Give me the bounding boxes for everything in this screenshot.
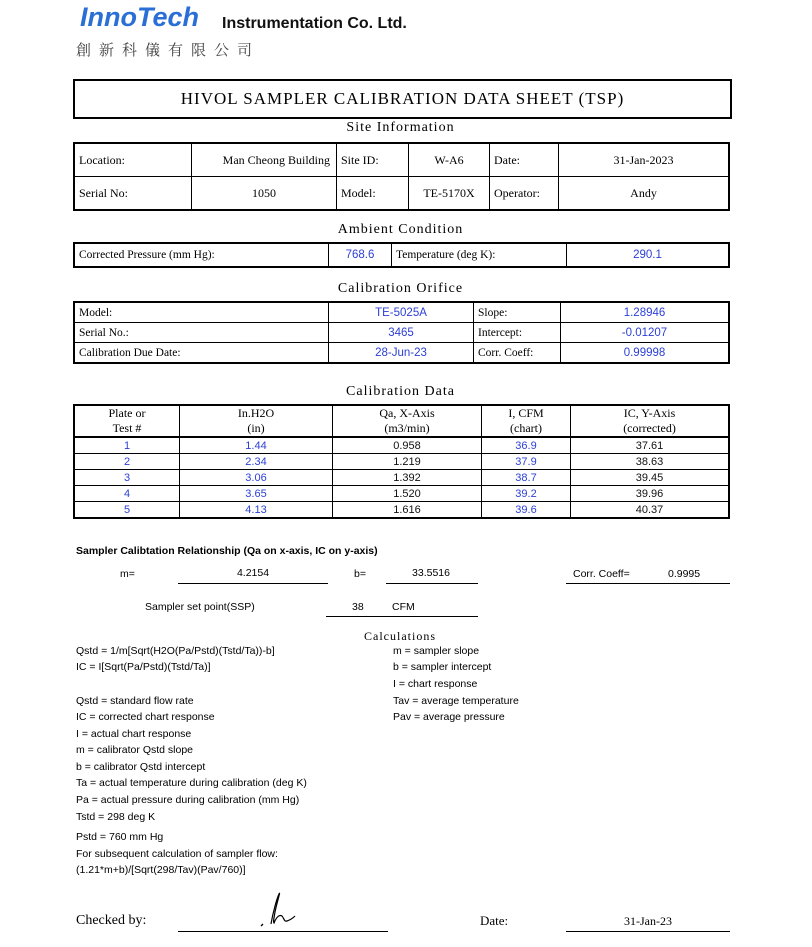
plate-cell: 2: [74, 454, 180, 470]
orifice-model-value: TE-5025A: [329, 302, 474, 323]
def-pstd: Pstd = 760 mm Hg: [76, 831, 164, 843]
site-information-table: [73, 142, 730, 211]
table-row: [74, 502, 729, 519]
ssp-value: 38: [352, 601, 364, 613]
footer-date-label: Date:: [480, 913, 509, 928]
m-label: m=: [120, 568, 135, 580]
ssp-unit: CFM: [392, 601, 415, 613]
corr-coeff-value: 0.99998: [561, 343, 730, 364]
def-qstd: Qstd = standard flow rate: [76, 695, 194, 707]
date-value: 31-Jan-2023: [559, 143, 730, 177]
ic-cell: 40.37: [571, 502, 730, 519]
col-header-i: I, CFM: [482, 405, 571, 421]
def-ta: Ta = actual temperature during calibration (deg K): [76, 777, 307, 789]
due-date-label: Calibration Due Date:: [74, 343, 329, 364]
company-chinese-name: 創新科儀有限公司: [76, 41, 261, 59]
b-label: b=: [354, 568, 366, 580]
inh2o-cell: 1.44: [180, 437, 333, 454]
col-subheader-in: (in): [180, 421, 333, 437]
inh2o-cell: 2.34: [180, 454, 333, 470]
document-title: HIVOL SAMPLER CALIBRATION DATA SHEET (TSP): [180, 89, 625, 108]
subsequent-note: For subsequent calculation of sampler flow:: [76, 848, 278, 860]
col-header-plate: Plate or: [74, 405, 180, 421]
ssp-label: Sampler set point(SSP): [145, 601, 255, 613]
operator-label: Operator:: [490, 177, 559, 211]
calibration-orifice-title: Calibration Orifice: [337, 281, 464, 296]
location-label: Location:: [74, 143, 192, 177]
qa-cell: 1.219: [333, 454, 482, 470]
plate-cell: 5: [74, 502, 180, 519]
site-information-title: Site Information: [346, 120, 455, 135]
i-cell: 39.2: [482, 486, 571, 502]
checked-by-underline: [178, 931, 388, 932]
inh2o-cell: 3.06: [180, 470, 333, 486]
inh2o-cell: 4.13: [180, 502, 333, 519]
b-value: 33.5516: [412, 567, 450, 579]
def-b: b = calibrator Qstd intercept: [76, 761, 206, 773]
col-header-inh2o: In.H2O: [180, 405, 333, 421]
relationship-title: Sampler Calibtation Relationship (Qa on x-axis, IC on y-axis): [76, 545, 378, 557]
def-m: m = calibrator Qstd slope: [76, 744, 194, 756]
table-row: [74, 470, 729, 486]
slope-label: Slope:: [474, 302, 561, 323]
def-sampler-intercept: b = sampler intercept: [393, 661, 492, 673]
def-ic: IC = corrected chart response: [76, 711, 215, 723]
qa-cell: 1.616: [333, 502, 482, 519]
qa-cell: 1.520: [333, 486, 482, 502]
footer-date-underline: [566, 931, 730, 932]
plate-cell: 3: [74, 470, 180, 486]
m-value: 4.2154: [236, 567, 270, 579]
footer-date-value: 31-Jan-23: [624, 914, 672, 928]
i-cell: 36.9: [482, 437, 571, 454]
serial-label: Serial No:: [74, 177, 192, 211]
pressure-value: 768.6: [329, 243, 392, 267]
calibration-data-table: [73, 404, 730, 519]
operator-value: Andy: [559, 177, 730, 211]
i-cell: 39.6: [482, 502, 571, 519]
ic-cell: 39.96: [571, 486, 730, 502]
ic-cell: 38.63: [571, 454, 730, 470]
company-name: Instrumentation Co. Ltd.: [222, 15, 407, 32]
serial-value: 1050: [192, 177, 337, 211]
site-id-value: W-A6: [409, 143, 490, 177]
orifice-serial-label: Serial No.:: [74, 323, 329, 343]
col-subheader-chart: (chart): [482, 421, 571, 437]
table-row: [74, 486, 729, 502]
model-value: TE-5170X: [409, 177, 490, 211]
col-subheader-corrected: (corrected): [571, 421, 730, 437]
b-underline: [386, 583, 478, 584]
ambient-condition-table: [73, 242, 730, 268]
col-subheader-m3min: (m3/min): [333, 421, 482, 437]
ic-cell: 37.61: [571, 437, 730, 454]
document-title-box: [73, 79, 732, 119]
inh2o-cell: 3.65: [180, 486, 333, 502]
qa-cell: 0.958: [333, 437, 482, 454]
col-subheader-test: Test #: [74, 421, 180, 437]
model-label: Model:: [337, 177, 409, 211]
table-row: [74, 454, 729, 470]
temperature-label: Temperature (deg K):: [392, 243, 567, 267]
ssp-underline: [326, 616, 478, 617]
date-label: Date:: [490, 143, 559, 177]
calibration-orifice-table: [73, 301, 730, 364]
corr-coeff-underline: [566, 583, 730, 584]
i-cell: 37.9: [482, 454, 571, 470]
orifice-serial-value: 3465: [329, 323, 474, 343]
site-id-label: Site ID:: [337, 143, 409, 177]
qa-cell: 1.392: [333, 470, 482, 486]
m-underline: [178, 583, 328, 584]
due-date-value: 28-Jun-23: [329, 343, 474, 364]
def-chart-response: I = chart response: [393, 678, 478, 690]
checked-by-label: Checked by:: [76, 913, 147, 928]
subsequent-formula: (1.21*m+b)/[Sqrt(298/Tav)(Pav/760)]: [76, 864, 246, 876]
col-header-ic: IC, Y-Axis: [571, 405, 730, 421]
brand-logo-text: InnoTech: [80, 2, 199, 32]
table-row: [74, 437, 729, 454]
slope-value: 1.28946: [561, 302, 730, 323]
corr-coeff-label: Corr. Coeff:: [474, 343, 561, 364]
def-pa: Pa = actual pressure during calibration (mm Hg): [76, 794, 300, 806]
calibration-data-title: Calibration Data: [346, 384, 455, 399]
def-tstd: Tstd = 298 deg K: [76, 811, 156, 823]
intercept-label: Intercept:: [474, 323, 561, 343]
def-sampler-slope: m = sampler slope: [393, 645, 480, 657]
i-cell: 38.7: [482, 470, 571, 486]
def-tav: Tav = average temperature: [393, 695, 519, 707]
def-pav: Pav = average pressure: [393, 711, 505, 723]
intercept-value: -0.01207: [561, 323, 730, 343]
signature-icon: [255, 888, 303, 930]
pressure-label: Corrected Pressure (mm Hg):: [74, 243, 329, 267]
plate-cell: 4: [74, 486, 180, 502]
orifice-model-label: Model:: [74, 302, 329, 323]
ic-cell: 39.45: [571, 470, 730, 486]
formula-qstd: Qstd = 1/m[Sqrt(H2O(Pa/Pstd)(Tstd/Ta))-b]: [76, 645, 275, 657]
temperature-value: 290.1: [567, 243, 730, 267]
ambient-condition-title: Ambient Condition: [337, 222, 464, 237]
corr-coeff-rel-label: Corr. Coeff=: [573, 568, 630, 580]
formula-ic: IC = I[Sqrt(Pa/Pstd)(Tstd/Ta)]: [76, 661, 211, 673]
col-header-qa: Qa, X-Axis: [333, 405, 482, 421]
calculations-title: Calculations: [364, 629, 436, 643]
plate-cell: 1: [74, 437, 180, 454]
def-i: I = actual chart response: [76, 728, 192, 740]
corr-coeff-rel-value: 0.9995: [668, 568, 701, 580]
location-value: Man Cheong Building: [192, 143, 337, 177]
